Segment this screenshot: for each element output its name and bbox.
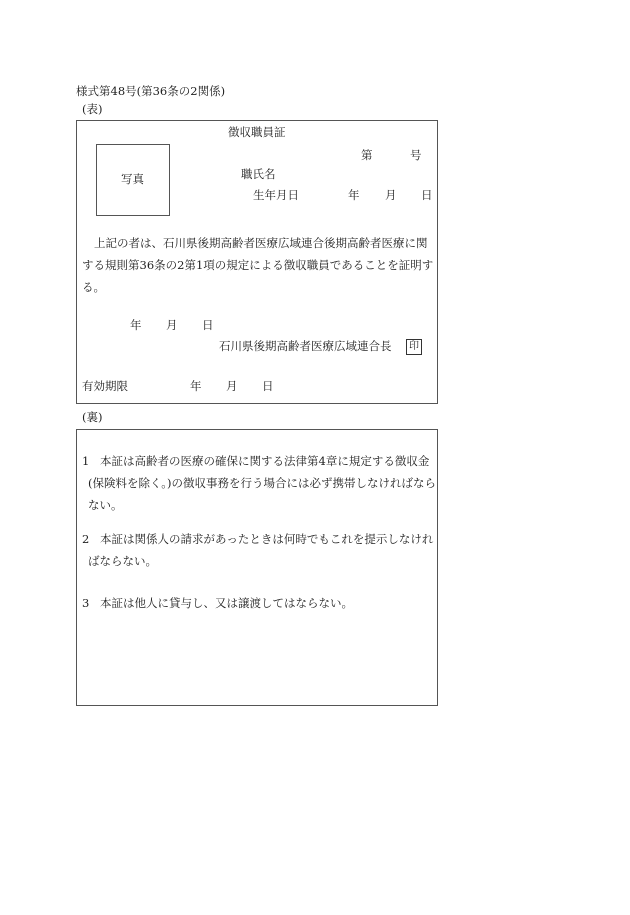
birth-day: 日 [421, 188, 433, 202]
number-prefix: 第 [361, 148, 373, 162]
item-text: 本証は高齢者の医療の確保に関する法律第4章に規定する徴収金(保険料を除く。)の徴収事務を行う場合には必ず携帯しなければならない。 [88, 454, 436, 512]
issue-day: 日 [202, 318, 214, 332]
number-suffix: 号 [410, 148, 422, 162]
item-number: 1 [82, 454, 90, 468]
issuer-name: 石川県後期高齢者医療広域連合長 [219, 339, 392, 353]
birth-year: 年 [348, 188, 360, 202]
photo-label: 写真 [121, 172, 144, 186]
back-side-label: (裏) [82, 410, 103, 424]
card-title: 徴収職員証 [228, 125, 286, 139]
birth-month: 月 [385, 188, 397, 202]
seal-mark: 印 [406, 339, 422, 355]
form-label: 様式第48号(第36条の2関係) [76, 84, 226, 98]
item-number: 3 [82, 596, 90, 610]
validity-label: 有効期限 [82, 379, 128, 393]
birthdate-label: 生年月日 [253, 188, 299, 202]
front-side-label: (表) [82, 102, 103, 116]
validity-year: 年 [190, 379, 202, 393]
item-number: 2 [82, 532, 90, 546]
validity-month: 月 [226, 379, 238, 393]
item-text: 本証は関係人の請求があったときは何時でもこれを提示しなければならない。 [88, 532, 434, 568]
certification-text: 上記の者は、石川県後期高齢者医療広域連合後期高齢者医療に関する規則第36条の2第1項の規定による徴収職員であることを証明する。 [82, 236, 434, 294]
name-label: 職氏名 [241, 167, 276, 181]
validity-day: 日 [262, 379, 274, 393]
item-text: 本証は他人に貸与し、又は譲渡してはならない。 [100, 596, 353, 610]
issue-month: 月 [166, 318, 178, 332]
issue-year: 年 [130, 318, 142, 332]
